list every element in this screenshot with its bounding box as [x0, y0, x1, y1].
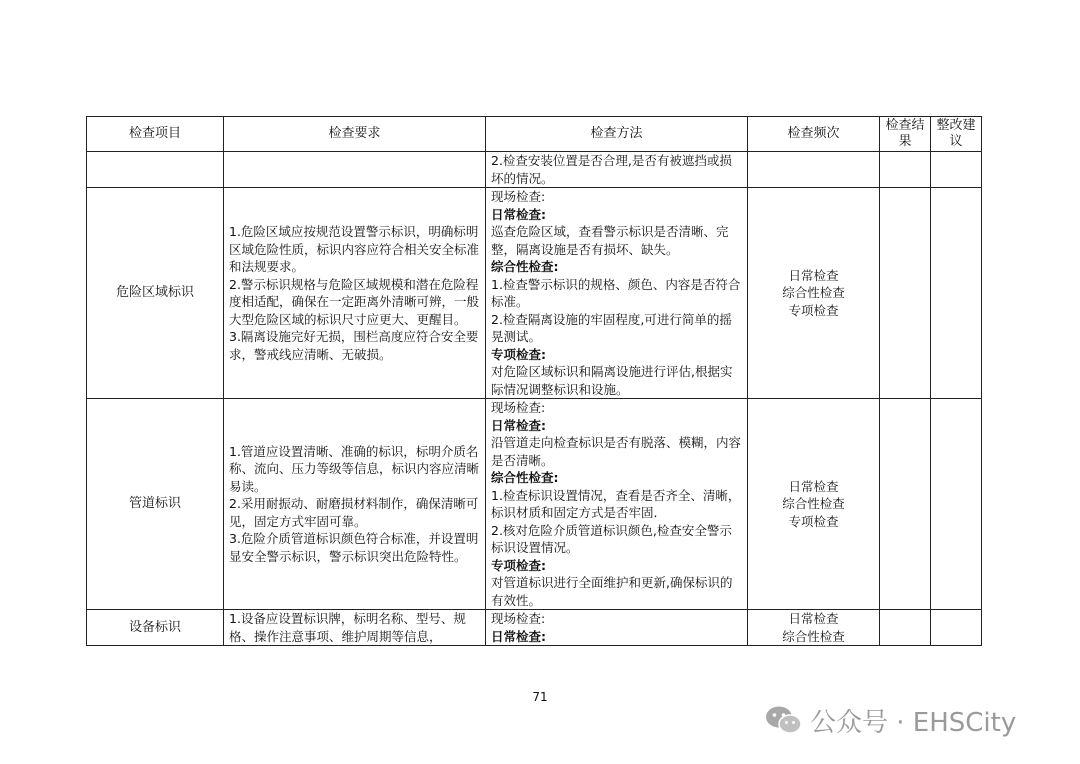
header-result: 检查结果 — [880, 117, 931, 152]
method-heading: 综合性检查: — [491, 470, 559, 485]
header-requirement: 检查要求 — [224, 117, 486, 152]
requirement-line: 2.采用耐振动、耐磨损材料制作，确保清晰可见，固定方式牢固可靠。 — [229, 496, 479, 529]
watermark-text: 公众号 · EHSCity — [810, 707, 1017, 738]
cell-frequency — [748, 399, 880, 610]
header-frequency: 检查频次 — [748, 117, 880, 152]
cell-frequency — [748, 610, 880, 646]
requirement-line: 2.警示标识规格与危险区域规模和潜在危险程度相适配，确保在一定距离外清晰可辨，一般大型危险区域的标识尺寸应更大、更醒目。 — [229, 276, 480, 327]
cell-suggestion — [931, 399, 982, 610]
method-line: 2.检查隔离设施的牢固程度,可进行简单的摇晃测试。 — [491, 311, 732, 344]
cell-requirement — [224, 188, 486, 399]
cell-frequency — [748, 188, 880, 399]
frequency-line: 日常检查 — [788, 611, 839, 626]
table-row — [87, 610, 982, 646]
table-row — [87, 188, 982, 399]
method-heading: 专项检查: — [491, 346, 546, 362]
cell-method — [486, 610, 748, 646]
table-row — [87, 152, 982, 188]
frequency-line: 综合性检查 — [782, 628, 845, 644]
cell-result — [880, 399, 931, 610]
method-line: 沿管道走向检查标识是否有脱落、模糊，内容是否清晰。 — [491, 435, 742, 468]
header-method: 检查方法 — [486, 117, 748, 152]
method-line: 现场检查: — [491, 400, 546, 415]
cell-result — [880, 152, 931, 188]
method-heading: 日常检查: — [491, 628, 546, 644]
method-line: 现场检查: — [491, 189, 546, 204]
requirement-line: 1.设备应设置标识牌，标明名称、型号、规格、操作注意事项、维护周期等信息， — [229, 611, 466, 644]
frequency-line: 日常检查 — [788, 478, 839, 494]
method-line: 对危险区域标识和隔离设施进行评估,根据实际情况调整标识和设施。 — [491, 364, 733, 397]
cell-method — [486, 188, 748, 399]
cell-suggestion — [931, 188, 982, 399]
method-line: 2.检查安装位置是否合理,是否有被遮挡或损坏的情况。 — [491, 153, 732, 186]
page-number: 71 — [532, 690, 548, 704]
cell-item: 设备标识 — [87, 610, 224, 646]
method-line: 现场检查: — [491, 611, 546, 626]
inspection-table — [86, 116, 982, 646]
frequency-line: 综合性检查 — [782, 285, 845, 301]
cell-suggestion — [931, 610, 982, 646]
cell-result — [880, 610, 931, 646]
frequency-line: 综合性检查 — [782, 496, 845, 512]
cell-method — [486, 152, 748, 188]
method-line: 巡查危险区域，查看警示标识是否清晰、完整，隔离设施是否有损坏、缺失。 — [491, 224, 729, 257]
frequency-line: 专项检查 — [788, 513, 839, 529]
table-header-row — [87, 117, 982, 152]
method-heading: 日常检查: — [491, 206, 546, 222]
method-heading: 日常检查: — [491, 417, 546, 433]
cell-requirement — [224, 152, 486, 188]
method-heading: 专项检查: — [491, 557, 546, 573]
table-row — [87, 399, 982, 610]
cell-item: 危险区域标识 — [87, 188, 224, 399]
cell-requirement — [224, 610, 486, 646]
cell-suggestion — [931, 152, 982, 188]
requirement-line: 3.隔离设施完好无损，围栏高度应符合安全要求，警戒线应清晰、无破损。 — [229, 329, 479, 362]
frequency-line: 日常检查 — [788, 267, 839, 283]
cell-requirement — [224, 399, 486, 610]
header-suggestion: 整改建议 — [931, 117, 982, 152]
method-line: 2.核对危险介质管道标识颜色,检查安全警示标识设置情况。 — [491, 522, 732, 555]
method-line: 1.检查标识设置情况，查看是否齐全、清晰，标识材质和固定方式是否牢固. — [491, 487, 741, 520]
requirement-line: 3.危险介质管道标识颜色符合标准，并设置明显安全警示标识，警示标识突出危险特性。 — [229, 531, 479, 564]
cell-item — [87, 152, 224, 188]
method-heading: 综合性检查: — [491, 259, 559, 274]
method-line: 1.检查警示标识的规格、颜色、内容是否符合标准。 — [491, 276, 741, 309]
method-line: 对管道标识进行全面维护和更新,确保标识的有效性。 — [491, 575, 733, 608]
cell-result — [880, 188, 931, 399]
requirement-line: 1.危险区域应按规范设置警示标识，明确标明区域危险性质，标识内容应符合相关安全标准和法规要求。 — [229, 224, 480, 274]
cell-frequency — [748, 152, 880, 188]
cell-item: 管道标识 — [87, 399, 224, 610]
wechat-icon — [764, 705, 802, 735]
requirement-line: 1.管道应设置清晰、准确的标识，标明介质名称、流向、压力等级等信息，标识内容应清晰易读。 — [229, 443, 480, 494]
watermark — [764, 700, 1016, 740]
header-item: 检查项目 — [87, 117, 224, 152]
cell-method — [486, 399, 748, 610]
frequency-line: 专项检查 — [788, 302, 839, 318]
